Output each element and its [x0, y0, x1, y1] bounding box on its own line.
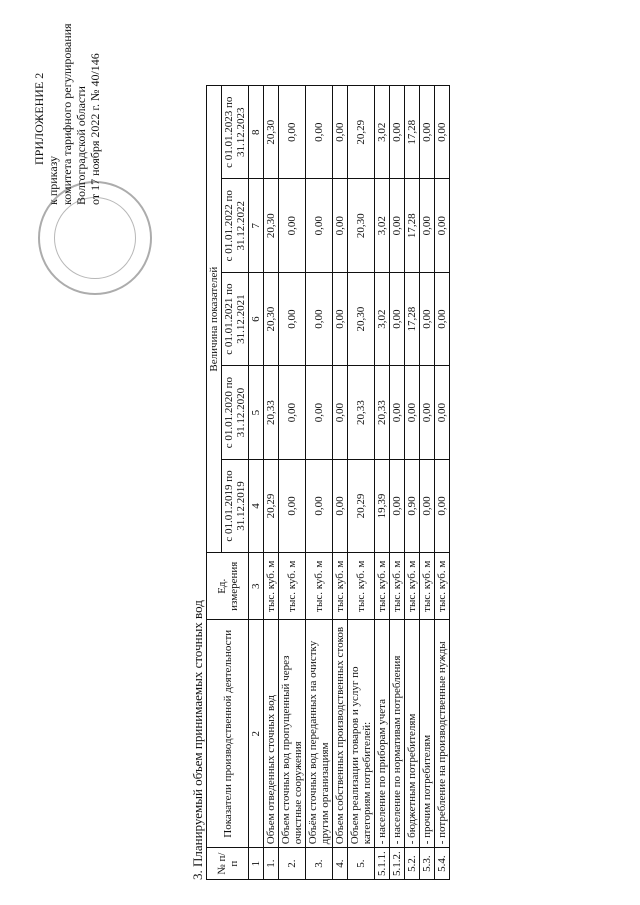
row-value: 0,00 — [390, 459, 405, 552]
row-value: 17,28 — [405, 272, 420, 365]
row-unit: тыс. куб. м — [348, 553, 375, 620]
row-value: 0,00 — [390, 366, 405, 459]
row-indicator: Объем собственных производственных стоков — [333, 620, 348, 848]
row-value: 0,00 — [390, 179, 405, 272]
row-unit: тыс. куб. м — [375, 553, 390, 620]
row-value: 0,00 — [420, 272, 435, 365]
row-num: 5.2. — [405, 848, 420, 880]
row-value: 20,30 — [264, 272, 279, 365]
row-value: 0,00 — [279, 459, 306, 552]
row-value: 0,00 — [390, 86, 405, 180]
row-value: 0,00 — [279, 272, 306, 365]
header-period: с 01.01.2022 по 31.12.2022 — [222, 179, 249, 272]
row-value: 0,00 — [306, 366, 333, 459]
column-index: 7 — [249, 179, 264, 272]
row-value: 0,90 — [405, 459, 420, 552]
header-unit: Ед. измерения — [207, 553, 249, 620]
row-value: 17,28 — [405, 179, 420, 272]
table-row — [375, 86, 390, 880]
appendix-line: от 17 ноября 2022 г. № 40/146 — [88, 53, 102, 205]
appendix-line: комитета тарифного регулирования — [60, 23, 74, 205]
column-index: 5 — [249, 366, 264, 459]
row-value: 0,00 — [279, 366, 306, 459]
row-indicator: - бюджетным потребителям — [405, 620, 420, 848]
row-indicator: Объем сточных вод пропущенный через очистные сооружения — [279, 620, 306, 848]
row-value: 0,00 — [435, 366, 450, 459]
row-unit: тыс. куб. м — [279, 553, 306, 620]
appendix-line: Волгоградской области — [74, 86, 88, 205]
table-row — [348, 86, 375, 880]
row-value: 20,30 — [264, 179, 279, 272]
row-value: 0,00 — [405, 366, 420, 459]
row-value: 20,29 — [348, 86, 375, 180]
header-period: с 01.01.2023 по 31.12.2023 — [222, 86, 249, 180]
column-index: 2 — [249, 620, 264, 848]
row-indicator: - потребление на производственные нужды — [435, 620, 450, 848]
row-value: 0,00 — [333, 366, 348, 459]
row-value: 20,33 — [375, 366, 390, 459]
row-unit: тыс. куб. м — [333, 553, 348, 620]
row-num: 5.1.2. — [390, 848, 405, 880]
appendix-header — [32, 23, 102, 205]
header-group: Величина показателей — [207, 86, 222, 553]
row-value: 0,00 — [333, 86, 348, 180]
row-unit: тыс. куб. м — [420, 553, 435, 620]
column-index: 1 — [249, 848, 264, 880]
row-num: 5.4. — [435, 848, 450, 880]
table-row — [306, 86, 333, 880]
row-value: 0,00 — [279, 179, 306, 272]
row-value: 0,00 — [306, 86, 333, 180]
row-value: 0,00 — [333, 459, 348, 552]
row-value: 17,28 — [405, 86, 420, 180]
wastewater-volume-table — [206, 85, 450, 880]
row-unit: тыс. куб. м — [435, 553, 450, 620]
table-row — [405, 86, 420, 880]
row-value: 3,02 — [375, 179, 390, 272]
table-row — [420, 86, 435, 880]
column-index: 6 — [249, 272, 264, 365]
row-value: 20,33 — [264, 366, 279, 459]
table-row — [435, 86, 450, 880]
table-row — [279, 86, 306, 880]
header-period: с 01.01.2019 по 31.12.2019 — [222, 459, 249, 552]
header-period: с 01.01.2020 по 31.12.2020 — [222, 366, 249, 459]
row-unit: тыс. куб. м — [264, 553, 279, 620]
row-value: 0,00 — [333, 272, 348, 365]
row-value: 0,00 — [435, 86, 450, 180]
column-index: 8 — [249, 86, 264, 180]
row-num: 3. — [306, 848, 333, 880]
row-num: 5.1.1. — [375, 848, 390, 880]
table-row — [264, 86, 279, 880]
row-value: 0,00 — [420, 86, 435, 180]
row-value: 3,02 — [375, 86, 390, 180]
row-value: 0,00 — [435, 459, 450, 552]
row-value: 0,00 — [435, 272, 450, 365]
table-row — [390, 86, 405, 880]
row-value: 0,00 — [279, 86, 306, 180]
row-unit: тыс. куб. м — [390, 553, 405, 620]
row-indicator: - население по приборам учета — [375, 620, 390, 848]
row-value: 0,00 — [306, 272, 333, 365]
row-value: 20,33 — [348, 366, 375, 459]
row-num: 5.3. — [420, 848, 435, 880]
row-value: 0,00 — [420, 459, 435, 552]
row-value: 20,29 — [264, 459, 279, 552]
row-value: 0,00 — [306, 179, 333, 272]
row-indicator: - прочим потребителям — [420, 620, 435, 848]
row-indicator: Объем реализации товаров и услуг по категориям потребителей: — [348, 620, 375, 848]
row-indicator: Объём сточных вод переданных на очистку другим организациям — [306, 620, 333, 848]
row-value: 0,00 — [435, 179, 450, 272]
row-num: 2. — [279, 848, 306, 880]
header-period: с 01.01.2021 по 31.12.2021 — [222, 272, 249, 365]
row-value: 0,00 — [420, 179, 435, 272]
row-unit: тыс. куб. м — [306, 553, 333, 620]
header-num: № п/п — [207, 848, 249, 880]
column-index-row — [249, 86, 264, 880]
row-value: 20,29 — [348, 459, 375, 552]
row-num: 1. — [264, 848, 279, 880]
row-value: 19,39 — [375, 459, 390, 552]
column-index: 3 — [249, 553, 264, 620]
section-title: 3. Планируемый объем принимаемых сточных вод — [190, 600, 205, 880]
header-indicator: Показатели производственной деятельности — [207, 620, 249, 848]
row-indicator: Объем отведенных сточных вод — [264, 620, 279, 848]
table-row — [333, 86, 348, 880]
row-value: 0,00 — [420, 366, 435, 459]
row-unit: тыс. куб. м — [405, 553, 420, 620]
row-num: 5. — [348, 848, 375, 880]
row-value: 3,02 — [375, 272, 390, 365]
row-value: 20,30 — [264, 86, 279, 180]
row-value: 0,00 — [390, 272, 405, 365]
row-value: 0,00 — [306, 459, 333, 552]
appendix-line: к приказу — [46, 155, 60, 205]
row-value: 0,00 — [333, 179, 348, 272]
appendix-title: ПРИЛОЖЕНИЕ 2 — [32, 72, 46, 165]
row-value: 20,30 — [348, 272, 375, 365]
row-value: 20,30 — [348, 179, 375, 272]
row-num: 4. — [333, 848, 348, 880]
row-indicator: - население по нормативам потребления — [390, 620, 405, 848]
column-index: 4 — [249, 459, 264, 552]
